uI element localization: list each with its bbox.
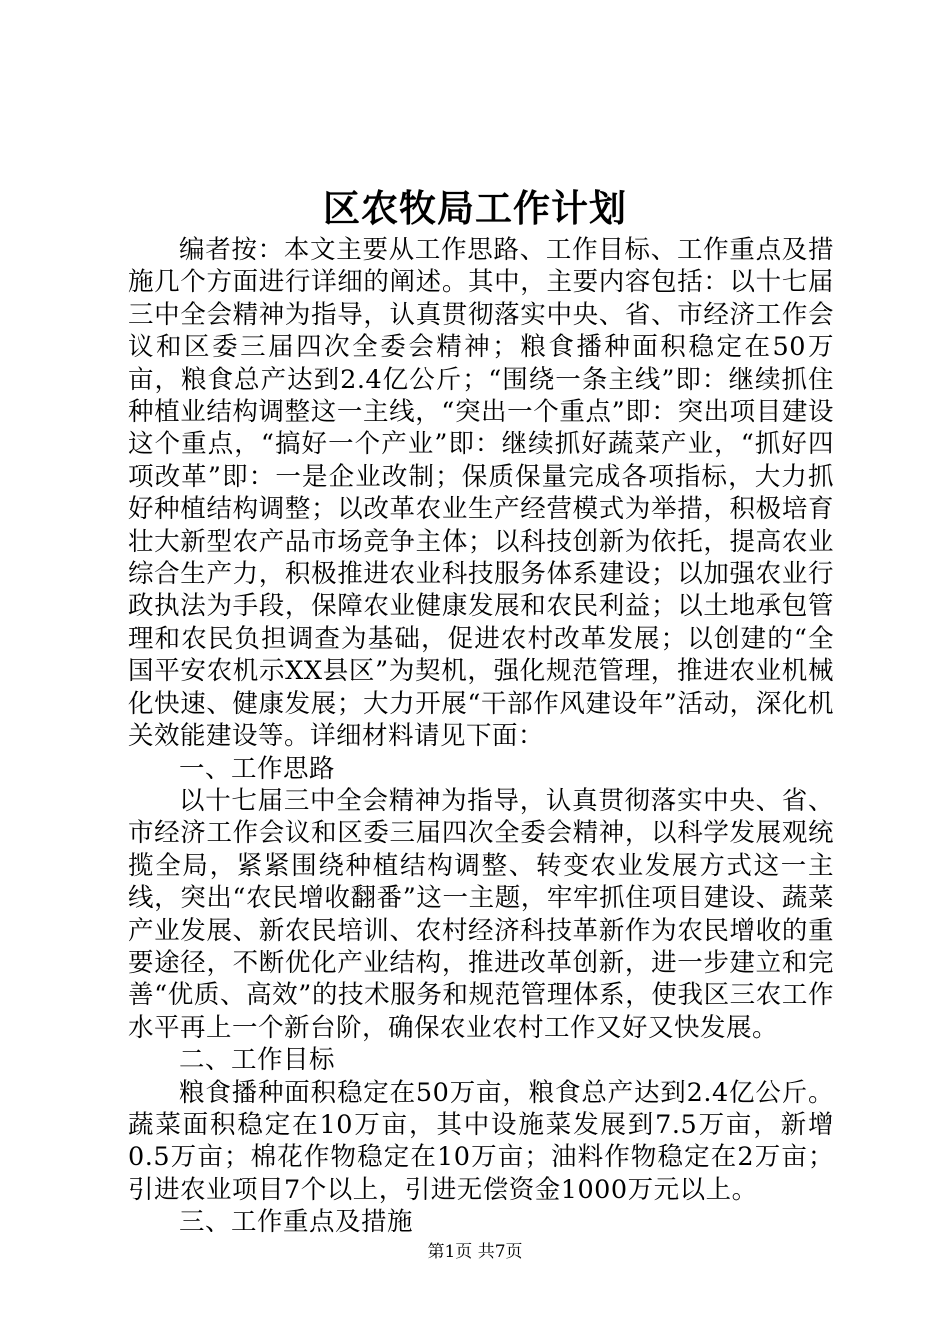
section-heading-work-goals: 二、工作目标 bbox=[179, 1045, 336, 1076]
document-body bbox=[128, 234, 834, 1239]
editor-note-paragraph: 编者按：本文主要从工作思路、工作目标、工作重点及措施几个方面进行详细的阐述。其中，主要内容包括：以十七届三中全会精神为指导，认真贯彻落实中央、省、市经济工作会议和区委三届四次全委会精神；粮食播种面积稳定在50万亩，粮食总产达到2.4亿公斤；“围绕一条主线”即：继续抓住种植业结构调整这一主线，“突出一个重点”即：突出项目建设这个重点，“搞好一个产业”即：继续抓好蔬菜产业，“抓好四项改革”即：一是企业改制；保质保量完成各项指标，大力抓好种植结构调整；以改革农业生产经营模式为举措，积极培育壮大新型农产品市场竞争主体；以科技创新为依托，提高农业综合生产力，积极推进农业科技服务体系建设；以加强农业行政执法为手段，保障农业健康发展和农民利益；以土地承包管理和农民负担调查为基础，促进农村改革发展；以创建的“全国平安农机示XX县区”为契机，强化规范管理，推进农业机械化快速、健康发展；大力开展“干部作风建设年”活动，深化机关效能建设等。详细材料请见下面： bbox=[128, 235, 834, 752]
document-title: 区农牧局工作计划 bbox=[323, 186, 627, 230]
work-goals-paragraph: 粮食播种面积稳定在50万亩，粮食总产达到2.4亿公斤。蔬菜面积稳定在10万亩，其中设施菜发展到7.5万亩，新增0.5万亩；棉花作物稳定在10万亩；油料作物稳定在2万亩；引进农业项目7个以上，引进无偿资金1000万元以上。 bbox=[128, 1077, 834, 1205]
work-approach-paragraph: 以十七届三中全会精神为指导，认真贯彻落实中央、省、市经济工作会议和区委三届四次全委会精神，以科学发展观统揽全局，紧紧围绕种植结构调整、转变农业发展方式这一主线，突出“农民增收翻番”这一主题，牢牢抓住项目建设、蔬菜产业发展、新农民培训、农村经济科技革新作为农民增收的重要途径，不断优化产业结构，推进改革创新，进一步建立和完善“优质、高效”的技术服务和规范管理体系，使我区三农工作水平再上一个新台阶，确保农业农村工作又好又快发展。 bbox=[128, 785, 834, 1043]
page-number-footer: 第1页 共7页 bbox=[427, 1242, 523, 1262]
section-heading-work-approach: 一、工作思路 bbox=[179, 753, 336, 784]
section-heading-key-measures: 三、工作重点及措施 bbox=[179, 1207, 414, 1238]
